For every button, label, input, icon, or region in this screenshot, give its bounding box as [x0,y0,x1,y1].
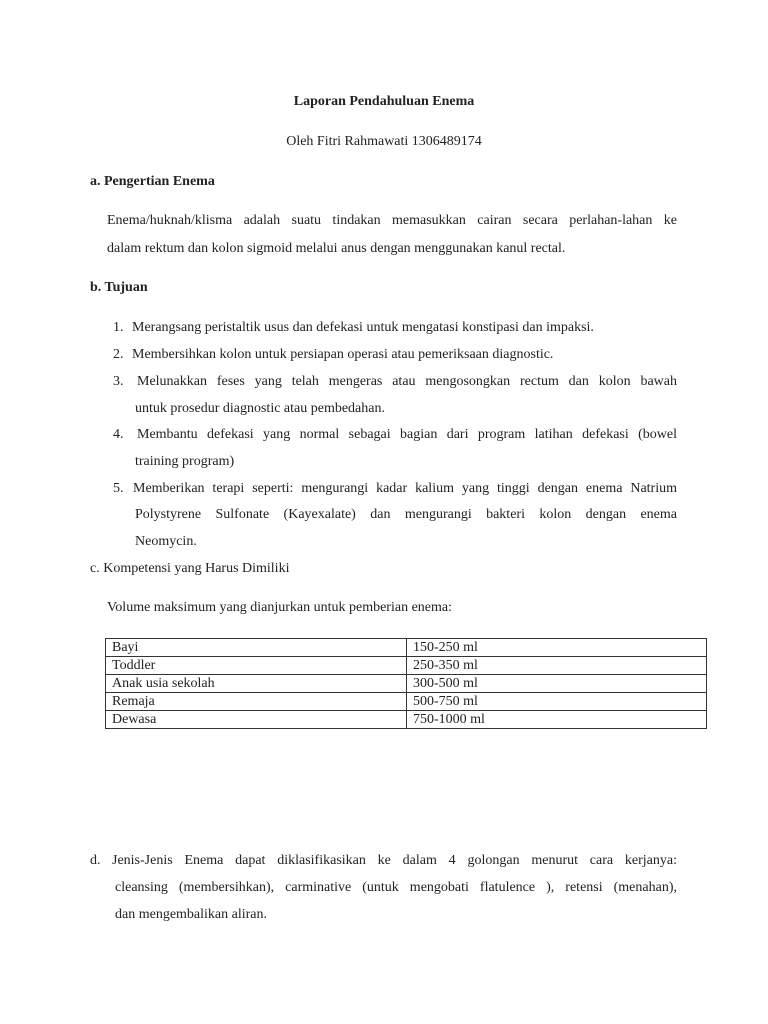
table-cell-volume: 250-350 ml [407,657,707,675]
table-cell-volume: 300-500 ml [407,675,707,693]
section-c-intro: Volume maksimum yang dianjurkan untuk pemberian enema: [107,600,452,615]
section-d-line3: dan mengembalikan aliran. [115,907,267,922]
list-item-number: 5. [113,481,124,496]
list-item-number: 2. [113,347,124,362]
section-d-line2: cleansing (membersihkan), carminative (untuk mengobati flatulence ), retensi (menahan), [115,880,677,895]
table-row [106,675,707,693]
table-cell-group: Toddler [106,657,407,675]
list-item-number: 3. [113,374,124,389]
list-item-text: Merangsang peristaltik usus dan defekasi untuk mengatasi konstipasi dan impaksi. [132,320,594,335]
list-item-text-cont: Neomycin. [135,534,197,549]
table-cell-group: Remaja [106,693,407,711]
author-line: Oleh Fitri Rahmawati 1306489174 [286,134,482,149]
document-title: Laporan Pendahuluan Enema [293,94,475,109]
table-cell-group: Dewasa [106,711,407,729]
list-item-text: Membantu defekasi yang normal sebagai bagian dari program latihan defekasi (bowel [137,427,677,442]
list-item-text: Memberikan terapi seperti: mengurangi kadar kalium yang tinggi dengan enema Natrium [133,481,677,496]
section-d-line1: Jenis-Jenis Enema dapat diklasifikasikan ke dalam 4 golongan menurut cara kerjanya: [112,853,677,868]
volume-table [105,638,707,729]
section-a-para-line2: dalam rektum dan kolon sigmoid melalui anus dengan menggunakan kanul rectal. [107,241,566,256]
section-b-heading: b. Tujuan [90,280,148,295]
list-item-text-cont: Polystyrene Sulfonate (Kayexalate) dan mengurangi bakteri kolon dengan enema [135,507,677,522]
list-item-text: Membersihkan kolon untuk persiapan operasi atau pemeriksaan diagnostic. [132,347,554,362]
table-row [106,657,707,675]
list-item-number: 4. [113,427,124,442]
list-item-text-cont: untuk prosedur diagnostic atau pembedahan. [135,401,385,416]
table-row [106,711,707,729]
table-cell-group: Anak usia sekolah [106,675,407,693]
table-cell-group: Bayi [106,639,407,657]
section-a-para-line1: Enema/huknah/klisma adalah suatu tindakan memasukkan cairan secara perlahan-lahan ke [107,213,677,228]
section-d-label: d. [90,853,101,868]
table-row [106,693,707,711]
list-item-text: Melunakkan feses yang telah mengeras atau mengosongkan rectum dan kolon bawah [137,374,677,389]
table-cell-volume: 150-250 ml [407,639,707,657]
table-row [106,639,707,657]
table-cell-volume: 500-750 ml [407,693,707,711]
section-c-heading: c. Kompetensi yang Harus Dimiliki [90,561,290,576]
list-item-text-cont: training program) [135,454,235,469]
table-cell-volume: 750-1000 ml [407,711,707,729]
section-a-heading: a. Pengertian Enema [90,174,215,189]
list-item-number: 1. [113,320,124,335]
